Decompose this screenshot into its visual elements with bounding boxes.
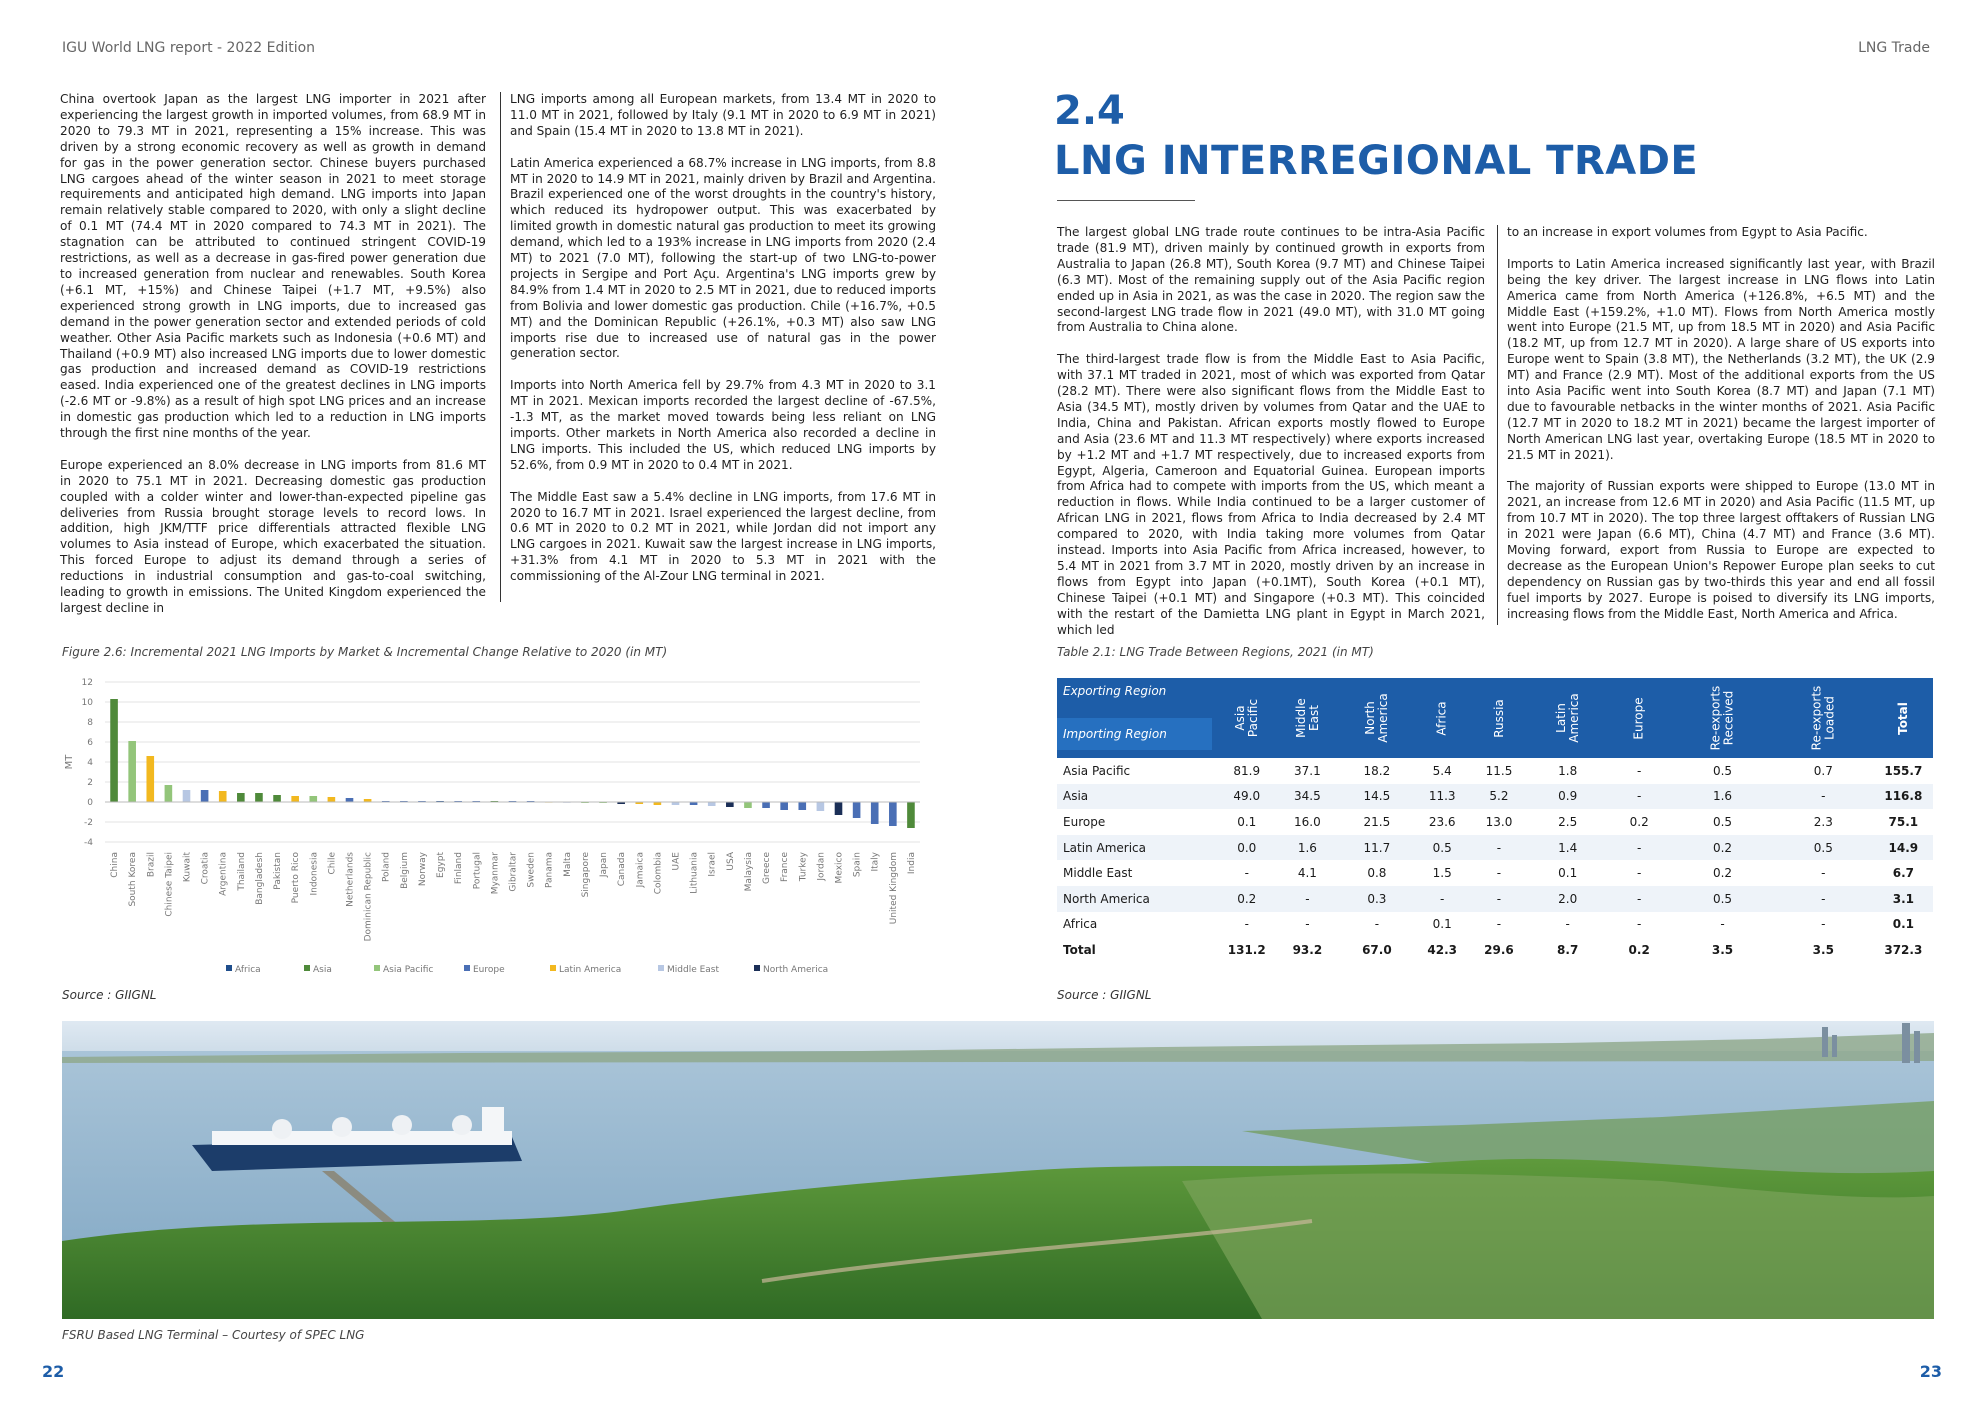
row-label: Africa <box>1063 917 1098 932</box>
table-cell: 0.3 <box>1338 886 1415 912</box>
right-text-column-1 <box>1057 225 1485 654</box>
x-tick-label: Malta <box>562 852 573 877</box>
table-column-header <box>1276 678 1338 758</box>
x-tick-label: Argentina <box>218 852 229 896</box>
row-label: Middle East <box>1063 866 1133 881</box>
table-cell: 372.3 <box>1884 942 1923 957</box>
legend-label: Middle East <box>667 965 720 975</box>
legend-label: Africa <box>235 965 261 975</box>
y-tick-label: 12 <box>81 678 93 688</box>
x-tick-label: Puerto Rico <box>291 852 302 904</box>
bar-india <box>907 802 915 828</box>
x-tick-label: Jordan <box>816 852 827 881</box>
table-cell: - <box>1565 917 1570 932</box>
table-cell: 0.1 <box>1432 917 1452 932</box>
right-col1-paragraph: The largest global LNG trade route continues to be intra-Asia Pacific trade (81.9 MT), driven mainly by continued growth in exports from Australia to Japan (26.8 MT), South Korea (9.7 MT) and Chinese Taipei (6.3 MT). Most of the remaining supply out of the Asia Pacific region ended up in Asia in 2021, as was the case in 2020. The region saw the second-largest LNG trade flow in 2021 (49.0 MT), with 31.0 MT going from Australia to China alone. <box>1057 225 1485 335</box>
table-cell: - <box>1469 835 1529 861</box>
x-tick-label: Netherlands <box>345 852 356 907</box>
row-label: Asia <box>1057 784 1217 810</box>
x-tick-label: Myanmar <box>490 852 501 895</box>
table-cell: 81.9 <box>1233 763 1261 778</box>
x-tick-label: Malaysia <box>743 852 754 892</box>
x-tick-label: Gibraltar <box>508 852 519 892</box>
table-cell: 13.0 <box>1485 814 1513 829</box>
table-cell: 34.5 <box>1276 784 1338 810</box>
right-col2-paragraph: Imports to Latin America increased significantly last year, with Brazil being the key driver. The largest increase in LNG flows into Latin America came from North America (+126.8%, +6.5 MT) and the Middle East (+159.2%, +1.0 MT). Flows from North America mostly went into Europe (21.5 MT, up from 18.5 MT in 2020) and Asia Pacific (18.2 MT, up from 12.7 MT in 2020). A large share of US exports into Europe went to Spain (3.8 MT), the Netherlands (3.2 MT), the UK (2.9 MT) and France (2.9 MT). Most of the additional exports from the US into Asia Pacific went into South Korea (8.7 MT) and Japan (7.1 MT) due to favourable netbacks in the winter months of 2021. Asia Pacific (12.7 MT in 2020 to 18.2 MT in 2021) became the largest importer of North American LNG last year, overtaking Europe (18.5 MT in 2020 to 21.5 MT in 2021). <box>1507 256 1935 462</box>
table-cell: 0.2 <box>1217 886 1276 912</box>
bar-thailand <box>237 793 245 802</box>
lng-trade-table <box>1057 678 1933 963</box>
row-label: North America <box>1057 886 1217 912</box>
table-cell: 11.5 <box>1485 763 1513 778</box>
table-cell: - <box>1374 917 1380 932</box>
table-column-header <box>1773 678 1874 758</box>
table-cell: 0.9 <box>1529 784 1606 810</box>
table-cell: 1.4 <box>1529 835 1606 861</box>
legend-swatch <box>226 965 232 971</box>
x-tick-label: Pakistan <box>273 852 284 890</box>
table-cell: 49.0 <box>1217 784 1276 810</box>
x-tick-label: France <box>780 852 791 882</box>
table-cell: 6.7 <box>1892 866 1914 881</box>
row-label: Asia Pacific <box>1063 763 1131 778</box>
bar-puerto-rico <box>291 796 299 802</box>
table-cell: - <box>1415 886 1468 912</box>
x-tick-label: Dominican Republic <box>363 852 374 942</box>
y-axis-label: MT <box>64 754 75 770</box>
table-cell: 42.3 <box>1427 942 1457 957</box>
table-cell: 0.5 <box>1415 835 1468 861</box>
legend-swatch <box>464 965 470 971</box>
bar-usa <box>726 802 734 807</box>
row-label: Europe <box>1063 814 1106 829</box>
table-cell: 0.0 <box>1217 835 1276 861</box>
row-label: Total <box>1063 942 1096 957</box>
table-cell: 0.1 <box>1892 917 1914 932</box>
table-cell: 93.2 <box>1292 942 1323 957</box>
table-column-header <box>1469 678 1529 758</box>
x-tick-label: Brazil <box>146 852 157 878</box>
table-cell: - <box>1469 886 1529 912</box>
table-cell: 5.2 <box>1469 784 1529 810</box>
table-column-header <box>1217 678 1276 758</box>
table-cell: 155.7 <box>1884 763 1923 778</box>
table-row <box>1057 886 1933 912</box>
x-tick-label: Bangladesh <box>254 852 265 905</box>
legend-swatch <box>658 965 664 971</box>
bar-turkey <box>798 802 806 810</box>
figure-source: Source : GIIGNL <box>62 988 157 1002</box>
table-cell: 23.6 <box>1428 814 1456 829</box>
x-tick-label: Jamaica <box>635 852 646 888</box>
left-col2-paragraph: Latin America experienced a 68.7% increase in LNG imports, from 8.8 MT in 2020 to 14.9 MT in 2021, mainly driven by Brazil and Argentina. Brazil experienced one of the worst droughts in the country's history, which reduced its hydropower output. This was exacerbated by limited growth in domestic natural gas production to meet its growing demand, which led to a 193% increase in LNG imports from 2020 (2.4 MT) to 2021 (7.0 MT), following the start-up of two LNG-to-power projects in Sergipe and Port Açu. Argentina's LNG imports grew by 84.9% from 1.4 MT in 2020 to 2.5 MT in 2021, due to reduced imports from Bolivia and lower domestic gas production. Chile (+16.7%, +0.5 MT) and the Dominican Republic (+26.1%, +0.3 MT) also saw LNG imports rise due to increased use of natural gas in the power generation sector. <box>510 155 936 361</box>
x-tick-label: Poland <box>381 852 392 883</box>
right-text-column-2 <box>1507 225 1935 639</box>
bar-malaysia <box>744 802 752 808</box>
table-cell: - <box>1496 866 1502 881</box>
table-caption: Table 2.1: LNG Trade Between Regions, 2021 (in MT) <box>1057 645 1374 659</box>
left-col2-paragraph: Imports into North America fell by 29.7% from 4.3 MT in 2020 to 3.1 MT in 2021. Mexican imports recorded the largest decline of -67.5%, -1.3 MT, as the market moved towards being less reliant on LNG imports. Other markets in North America also recorded a decline in LNG imports. This included the US, which reduced LNG imports by 52.6%, from 0.9 MT in 2020 to 0.4 MT in 2021. <box>510 378 936 472</box>
y-tick-label: 8 <box>87 718 93 728</box>
right-col2-paragraph: to an increase in export volumes from Egypt to Asia Pacific. <box>1507 225 1868 239</box>
x-tick-label: Norway <box>417 852 428 887</box>
x-tick-label: USA <box>725 852 736 871</box>
legend-label: Asia Pacific <box>383 965 434 975</box>
table-cell: - <box>1305 917 1310 932</box>
table-row <box>1057 784 1933 810</box>
x-tick-label: Finland <box>454 852 465 885</box>
table-cell: - <box>1606 886 1672 912</box>
x-tick-label: Spain <box>852 852 863 878</box>
section-number: 2.4 <box>1054 88 1125 134</box>
x-tick-label: Chinese Taipei <box>164 852 175 917</box>
table-row <box>1057 860 1933 886</box>
left-col1-paragraph: China overtook Japan as the largest LNG importer in 2021 after experiencing the largest growth in imported volumes, from 68.9 MT in 2020 to 79.3 MT in 2021, representing a 15% increase. This was driven by a strong economic recovery as well as growth in demand for gas in the power generation sector. Chinese buyers purchased LNG cargoes ahead of the winter season in 2021 to meet storage requirements and anticipated high demand. LNG imports into Japan remain relatively stable compared to 2020, with only a slight decline of 0.1 MT (74.4 MT in 2020 compared to 74.3 MT in 2021). The stagnation can be attributed to continued stringent COVID-19 restrictions, as well as a decrease in gas-fired power generation due to increased generation from nuclear and renewables. South Korea (+6.1 MT, +15%) and Chinese Taipei (+1.7 MT, +9.5%) also experienced strong growth in LNG imports, due to increased gas demand in the power generation sector and extended periods of cold weather. Other Asia Pacific markets such as Indonesia (+0.6 MT) and Thailand (+0.9 MT) also increased LNG imports due to lower domestic gas production and increased demand as COVID-19 restrictions eased. India experienced one of the greatest declines in LNG imports (-2.6 MT or -9.8%) as a result of high spot LNG prices and an increase in domestic gas production which led to a reduction in LNG imports through the first nine months of the year. <box>60 92 486 441</box>
table-cell: 0.5 <box>1672 886 1773 912</box>
x-tick-label: China <box>110 852 121 878</box>
y-tick-label: 4 <box>87 758 93 768</box>
x-tick-label: Colombia <box>653 852 664 895</box>
column-header-label: Latin America <box>1553 693 1581 743</box>
table-cell: 75.1 <box>1888 814 1919 829</box>
bar-chinese-taipei <box>165 785 173 802</box>
table-source: Source : GIIGNL <box>1057 988 1152 1002</box>
x-tick-label: Israel <box>707 852 718 877</box>
table-cell: - <box>1244 866 1249 881</box>
table-cell: 0.2 <box>1712 866 1733 881</box>
column-header-label: Russia <box>1491 699 1506 738</box>
table-row <box>1057 937 1933 963</box>
table-row <box>1057 758 1933 784</box>
column-divider <box>500 92 501 602</box>
table-column-header <box>1415 678 1468 758</box>
legend-label: Asia <box>313 965 332 975</box>
table-cell: 2.0 <box>1529 886 1606 912</box>
table-row <box>1057 835 1933 861</box>
legend-label: Europe <box>473 965 505 975</box>
y-tick-label: 2 <box>87 778 93 788</box>
bar-united-kingdom <box>889 802 897 826</box>
x-tick-label: Thailand <box>236 852 247 891</box>
table-column-header <box>1338 678 1415 758</box>
column-header-label: Asia Pacific <box>1232 698 1260 738</box>
table-cell: 1.6 <box>1672 784 1773 810</box>
bar-china <box>110 699 118 802</box>
bar-pakistan <box>273 795 281 802</box>
x-tick-label: South Korea <box>128 852 139 907</box>
page-number-right: 23 <box>1919 1362 1942 1381</box>
bar-france <box>780 802 788 810</box>
table-cell: 1.6 <box>1276 835 1338 861</box>
x-tick-label: India <box>906 852 917 875</box>
bar-netherlands <box>346 798 354 802</box>
x-tick-label: Croatia <box>200 852 211 885</box>
table-cell: 29.6 <box>1484 942 1514 957</box>
bar-chile <box>328 797 336 802</box>
table-row <box>1057 912 1933 938</box>
bar-croatia <box>201 790 209 802</box>
table-column-header <box>1606 678 1672 758</box>
table-cell: 11.3 <box>1415 784 1468 810</box>
x-tick-label: Mexico <box>834 852 845 884</box>
table-cell: - <box>1637 763 1642 778</box>
x-tick-label: Canada <box>617 852 628 887</box>
column-header-label: North America <box>1362 693 1390 743</box>
x-tick-label: Turkey <box>798 852 809 882</box>
table-cell: 0.2 <box>1628 942 1650 957</box>
x-tick-label: United Kingdom <box>888 852 899 925</box>
table-cell: 1.8 <box>1558 763 1578 778</box>
bar-argentina <box>219 791 227 802</box>
table-column-header <box>1529 678 1606 758</box>
legend-label: North America <box>763 965 829 975</box>
left-text-column-1 <box>60 92 486 633</box>
bar-south-korea <box>128 741 136 802</box>
left-col1-paragraph: Europe experienced an 8.0% decrease in LNG imports from 81.6 MT in 2020 to 75.1 MT in 2021. Decreasing domestic gas production coupled with a colder winter and lower-than-expected pipeline gas deliveries from Russia brought storage levels to record lows. In addition, high JKM/TTF price differentials attracted flexible LNG volumes to Asia instead of Europe, which exacerbated the situation. This forced Europe to adjust its demand through a series of reductions in industrial consumption and gas-to-coal switching, leading to growth in emissions. The United Kingdom experienced the largest decline in <box>60 457 486 615</box>
table-cell: 131.2 <box>1227 942 1266 957</box>
table-row <box>1057 809 1933 835</box>
left-text-column-2 <box>510 92 936 601</box>
x-tick-label: Greece <box>762 852 773 885</box>
x-tick-label: Singapore <box>580 852 591 898</box>
left-col2-paragraph: The Middle East saw a 5.4% decline in LNG imports, from 17.6 MT in 2020 to 16.7 MT in 2021. Israel experienced the largest decline, from 0.6 MT in 2020 to 0.2 MT in 2021, while Jordan did not import any LNG cargoes in 2021. Kuwait saw the largest increase in LNG imports, +31.3% from 4.1 MT in 2020 to 5.3 MT in 2021 with the commissioning of the Al-Zour LNG terminal in 2021. <box>510 489 936 584</box>
y-tick-label: 6 <box>87 738 93 748</box>
table-cell: 14.9 <box>1874 835 1933 861</box>
x-tick-label: Japan <box>599 852 610 878</box>
table-cell: - <box>1773 784 1874 810</box>
table-cell: 11.7 <box>1338 835 1415 861</box>
figure-caption: Figure 2.6: Incremental 2021 LNG Imports by Market & Incremental Change Relative to 2020 (in MT) <box>62 645 668 659</box>
section-header: LNG Trade <box>1858 40 1930 56</box>
x-tick-label: Portugal <box>472 852 483 890</box>
table-cell: 21.5 <box>1363 814 1391 829</box>
bar-mexico <box>835 802 843 815</box>
table-cell: - <box>1606 784 1672 810</box>
bar-kuwait <box>183 790 191 802</box>
bar-spain <box>853 802 861 818</box>
right-col2-paragraph: The majority of Russian exports were shipped to Europe (13.0 MT in 2021, an increase from 12.6 MT in 2020) and Asia Pacific (11.5 MT, up from 10.7 MT in 2020). The top three largest offtakers of Russian LNG in 2021 were Japan (6.6 MT), China (4.7 MT) and France (3.6 MT). Moving forward, export from Russia to Europe are expected to decrease as the European Union's Repower Europe plan seeks to cut dependency on Russian gas by two-thirds this year and end all fossil fuel imports by 2027. Europe is poised to diversify its LNG imports, increasing flows from the Middle East, North America and Africa. <box>1507 479 1935 621</box>
table-cell: 0.1 <box>1558 866 1578 881</box>
table-cell: 0.5 <box>1712 814 1733 829</box>
fsru-terminal-photo <box>62 1021 1934 1319</box>
report-title-header: IGU World LNG report - 2022 Edition <box>62 40 316 56</box>
incremental-imports-chart <box>60 670 940 1000</box>
table-cell: 5.4 <box>1432 763 1452 778</box>
table-cell: 37.1 <box>1294 763 1321 778</box>
x-tick-label: Italy <box>870 852 881 872</box>
table-corner-header <box>1057 678 1217 758</box>
section-title: LNG INTERREGIONAL TRADE <box>1054 138 1699 184</box>
column-header-label: Re-exports Received <box>1708 685 1736 751</box>
column-header-label: Middle East <box>1293 698 1321 738</box>
right-col1-paragraph: The third-largest trade flow is from the Middle East to Asia Pacific, with 37.1 MT traded in 2021, most of which was exported from Qatar (28.2 MT). There were also significant flows from the Middle East to Asia (34.5 MT), mostly driven by volumes from Qatar and the UAE to India, China and Pakistan. African exports mostly flowed to Europe and Asia (23.6 MT and 11.3 MT respectively) where exports increased by +1.2 MT and +1.7 MT respectively, due to increased exports from Egypt, Algeria, Cameroon and Equatorial Guinea. European imports from Africa had to compete with imports from the US, which meant a reduction in flows. While India continued to be a larger customer of African LNG in 2021, flows from Africa to India decreased by 2.4 MT compared to 2020, with India taking more volumes from Qatar instead. Imports into Asia Pacific from Africa increased, however, to 5.4 MT in 2021 from 3.7 MT in 2020, mostly driven by an increase in flows from Egypt into Japan (+0.1MT), South Korea (+0.1 MT), Chinese Taipei (+0.1 MT) and Singapore (+0.3 MT). This coincided with the restart of the Damietta LNG plant in Egypt in March 2021, which led <box>1057 352 1485 637</box>
table-cell: 1.5 <box>1432 866 1452 881</box>
x-tick-label: Sweden <box>526 852 537 888</box>
column-divider <box>1497 225 1498 625</box>
x-tick-label: Egypt <box>436 852 447 878</box>
bar-indonesia <box>309 796 317 802</box>
table-cell: - <box>1637 866 1642 881</box>
table-cell: 8.7 <box>1557 942 1579 957</box>
table-cell: 0.5 <box>1712 763 1733 778</box>
legend-swatch <box>374 965 380 971</box>
x-tick-label: Panama <box>544 852 555 889</box>
table-cell: 67.0 <box>1362 942 1392 957</box>
table-cell: 3.1 <box>1874 886 1933 912</box>
x-tick-label: Belgium <box>399 852 410 889</box>
table-cell: 0.7 <box>1813 763 1833 778</box>
column-header-label: Africa <box>1434 701 1449 736</box>
legend-swatch <box>304 965 310 971</box>
table-cell: 18.2 <box>1363 763 1391 778</box>
legend-swatch <box>754 965 760 971</box>
y-tick-label: 10 <box>81 698 93 708</box>
photo-caption: FSRU Based LNG Terminal – Courtesy of SPEC LNG <box>62 1328 365 1342</box>
table-cell: 116.8 <box>1874 784 1933 810</box>
y-tick-label: 0 <box>87 798 93 808</box>
table-cell: 2.5 <box>1558 814 1578 829</box>
column-header-label: Total <box>1895 702 1910 735</box>
x-tick-label: Lithuania <box>689 852 700 894</box>
bar-brazil <box>146 756 154 802</box>
y-tick-label: -2 <box>84 818 93 828</box>
bar-israel <box>708 802 716 806</box>
legend-label: Latin America <box>559 965 622 975</box>
exporting-region-label: Exporting Region <box>1063 684 1167 698</box>
column-header-label: Europe <box>1631 697 1646 740</box>
table-cell: - <box>1276 886 1338 912</box>
table-cell: 2.3 <box>1813 814 1833 829</box>
table-cell: 16.0 <box>1294 814 1321 829</box>
x-tick-label: Indonesia <box>309 852 320 896</box>
section-rule <box>1057 200 1195 201</box>
table-column-header <box>1874 678 1933 758</box>
bar-greece <box>762 802 770 808</box>
table-cell: - <box>1606 835 1672 861</box>
x-tick-label: Chile <box>327 852 338 875</box>
table-column-header <box>1672 678 1773 758</box>
left-col2-paragraph: LNG imports among all European markets, from 13.4 MT in 2020 to 11.0 MT in 2021, followed by Italy (9.1 MT in 2020 to 6.9 MT in 2021) and Spain (15.4 MT in 2020 to 13.8 MT in 2021). <box>510 92 936 138</box>
bar-bangladesh <box>255 793 263 802</box>
table-cell: 0.1 <box>1237 814 1257 829</box>
table-cell: 3.5 <box>1812 942 1834 957</box>
table-cell: 0.2 <box>1629 814 1649 829</box>
table-cell: - <box>1773 886 1874 912</box>
table-cell: - <box>1821 917 1826 932</box>
table-cell: 0.8 <box>1367 866 1387 881</box>
table-cell: - <box>1821 866 1826 881</box>
table-cell: 14.5 <box>1338 784 1415 810</box>
table-cell: - <box>1244 917 1249 932</box>
bar-jordan <box>817 802 825 811</box>
bar-italy <box>871 802 879 824</box>
table-cell: 3.5 <box>1711 942 1734 957</box>
table-cell: - <box>1720 917 1725 932</box>
page-number-left: 22 <box>42 1362 65 1381</box>
table-cell: - <box>1496 917 1502 932</box>
x-tick-label: UAE <box>671 852 682 871</box>
y-tick-label: -4 <box>84 838 93 848</box>
table-cell: 4.1 <box>1297 866 1317 881</box>
x-tick-label: Kuwait <box>182 852 193 883</box>
table-cell: - <box>1637 917 1642 932</box>
table-cell: 0.2 <box>1672 835 1773 861</box>
column-header-label: Re-exports Loaded <box>1809 685 1837 751</box>
photo-illustration <box>62 1021 1934 1319</box>
table-header-row <box>1057 678 1933 758</box>
importing-region-label: Importing Region <box>1057 718 1212 750</box>
table-cell: 0.5 <box>1773 835 1874 861</box>
row-label: Latin America <box>1057 835 1217 861</box>
legend-swatch <box>550 965 556 971</box>
